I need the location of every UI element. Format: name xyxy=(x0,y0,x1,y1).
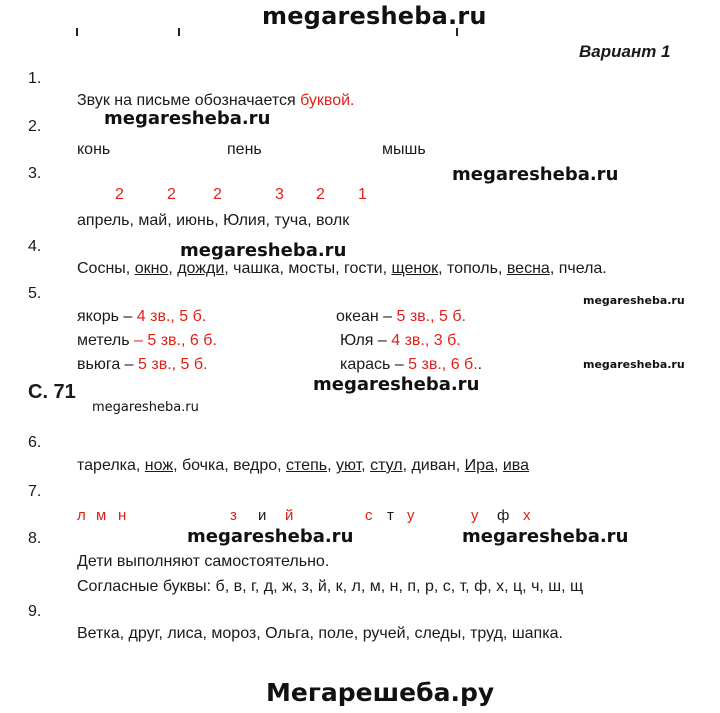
word: , xyxy=(168,260,178,277)
underlined-word: Ира xyxy=(464,457,494,474)
variant-title: Вариант 1 xyxy=(579,42,671,61)
cropped-mark-2 xyxy=(178,28,180,36)
task-1-text: Звук на письме обозначается xyxy=(77,92,301,109)
sound-count: – 5 зв., 6 б. xyxy=(134,332,217,349)
task-7-letter: у xyxy=(471,507,479,524)
word: метель xyxy=(77,332,134,349)
word: тарелка, xyxy=(77,457,145,474)
sound-count: 5 зв., 6 б. xyxy=(408,356,478,373)
underlined-word: окно xyxy=(134,260,169,277)
task-7-letter: ф xyxy=(497,507,510,524)
task-number-9: 9. xyxy=(28,603,42,620)
task-3-count: 3 xyxy=(275,186,284,203)
word: , xyxy=(493,457,503,474)
word: вьюга – xyxy=(77,356,139,373)
task-5-row-1-right xyxy=(336,308,466,326)
watermark-top: megaresheba.ru xyxy=(262,2,487,30)
task-5-row-3-left xyxy=(77,356,207,374)
task-3-count: 1 xyxy=(358,186,367,203)
task-7-letter: м xyxy=(96,507,107,524)
underlined-word: стул xyxy=(370,457,403,474)
watermark-bottom: Мегарешеба.ру xyxy=(266,678,495,707)
task-3-words: апрель, май, июнь, Юлия, туча, волк xyxy=(77,212,350,229)
task-2-word-3: мышь xyxy=(382,141,426,158)
watermark: megaresheba.ru xyxy=(180,240,347,261)
watermark: megaresheba.ru xyxy=(92,400,199,415)
underlined-word: уют xyxy=(335,457,362,474)
task-4-words xyxy=(77,260,607,278)
word: , xyxy=(327,457,336,474)
task-3-count: 2 xyxy=(167,186,176,203)
task-1-answer-word: буквой. xyxy=(300,92,355,109)
word: , бочка, ведро, xyxy=(173,457,287,474)
task-7-letter: з xyxy=(230,507,237,524)
watermark: megaresheba.ru xyxy=(583,294,685,307)
word: , чашка, мосты, гости, xyxy=(224,260,392,277)
task-2-word-2: пень xyxy=(227,141,262,158)
underlined-word: ива xyxy=(502,457,530,474)
task-number-4: 4. xyxy=(28,238,42,255)
task-5-row-2-left xyxy=(77,332,217,350)
task-number-7: 7. xyxy=(28,483,42,500)
underlined-word: щенок xyxy=(391,260,439,277)
task-7-letter: у xyxy=(407,507,415,524)
task-9-words: Ветка, друг, лиса, мороз, Ольга, поле, ручей, следы, труд, шапка. xyxy=(77,625,563,642)
task-3-count: 2 xyxy=(213,186,222,203)
sound-count: 4 зв., 3 б. xyxy=(391,332,461,349)
word: , xyxy=(361,457,371,474)
task-8-line-2: Согласные буквы: б, в, г, д, ж, з, й, к, л, м, н, п, р, с, т, ф, х, ц, ч, ш, щ xyxy=(77,578,584,595)
task-8-line-1: Дети выполняют самостоятельно. xyxy=(77,553,330,570)
word: , пчела. xyxy=(549,260,607,277)
watermark: megaresheba.ru xyxy=(452,164,619,185)
task-5-row-1-left xyxy=(77,308,206,326)
task-number-3: 3. xyxy=(28,165,42,182)
underlined-word: степь xyxy=(286,457,328,474)
task-2-word-1: конь xyxy=(77,141,111,158)
word: , диван, xyxy=(402,457,465,474)
task-1-answer xyxy=(77,92,355,110)
task-5-row-3-right xyxy=(340,356,482,374)
watermark: megaresheba.ru xyxy=(462,526,629,547)
word: якорь – xyxy=(77,308,137,325)
task-3-count: 2 xyxy=(316,186,325,203)
task-6-words xyxy=(77,457,529,475)
task-7-letter: х xyxy=(523,507,531,524)
word: Сосны, xyxy=(77,260,135,277)
task-7-letter: и xyxy=(258,507,267,524)
task-number-1: 1. xyxy=(28,70,42,87)
word: , тополь, xyxy=(438,260,507,277)
period: . xyxy=(477,356,483,373)
task-7-letter: с xyxy=(365,507,373,524)
task-7-letter: л xyxy=(77,507,86,524)
task-7-letter: н xyxy=(118,507,127,524)
sound-count: 5 зв., 5 б. xyxy=(396,308,466,325)
sound-count: 5 зв., 5 б. xyxy=(138,356,208,373)
task-number-6: 6. xyxy=(28,434,42,451)
watermark: megaresheba.ru xyxy=(104,108,271,129)
underlined-word: нож xyxy=(144,457,174,474)
task-5-row-2-right xyxy=(340,332,461,350)
sound-count: 4 зв., 5 б. xyxy=(136,308,207,325)
task-3-count: 2 xyxy=(115,186,124,203)
task-7-letter: т xyxy=(387,507,394,524)
word: океан – xyxy=(336,308,397,325)
word: Юля – xyxy=(340,332,392,349)
section-title: С. 71 xyxy=(28,381,76,403)
watermark: megaresheba.ru xyxy=(583,358,685,371)
underlined-word: дожди xyxy=(177,260,225,277)
watermark: megaresheba.ru xyxy=(187,526,354,547)
underlined-word: весна xyxy=(506,260,550,277)
cropped-mark-1 xyxy=(76,28,78,36)
task-number-5: 5. xyxy=(28,285,42,302)
task-number-8: 8. xyxy=(28,530,42,547)
task-7-letter: й xyxy=(285,507,294,524)
watermark: megaresheba.ru xyxy=(313,374,480,395)
task-number-2: 2. xyxy=(28,118,42,135)
word: карась – xyxy=(340,356,409,373)
